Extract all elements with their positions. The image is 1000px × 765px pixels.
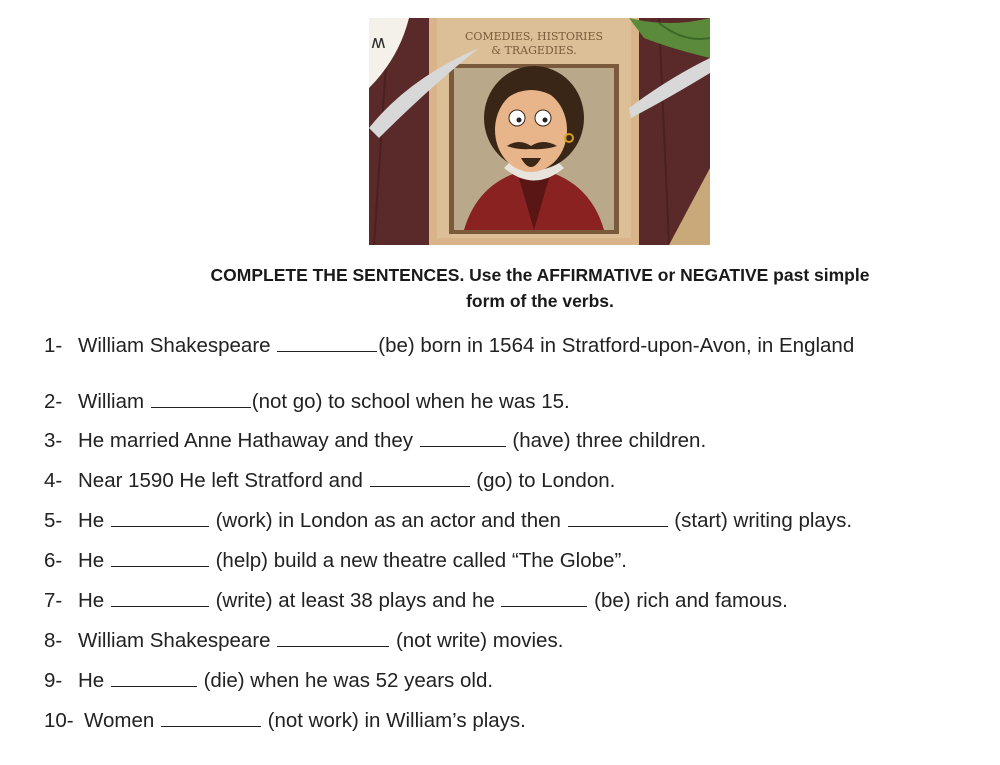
sentence-text: He — [78, 549, 110, 572]
sentence-8 — [44, 629, 563, 653]
sentence-number: 7- — [44, 589, 63, 612]
sentence-text: He married Anne Hathaway and they — [78, 429, 419, 452]
sentence-text: He — [78, 669, 110, 692]
illustration-svg — [369, 18, 710, 245]
sentence-text: (not go) to school when he was 15. — [251, 390, 570, 413]
sentence-6 — [44, 549, 627, 573]
sentence-text: William Shakespeare — [78, 334, 277, 357]
answer-blank[interactable] — [501, 589, 587, 607]
sentence-7 — [44, 589, 788, 613]
sentence-number: 6- — [44, 549, 63, 572]
answer-blank[interactable] — [111, 549, 209, 567]
answer-blank[interactable] — [111, 589, 209, 607]
sentence-text: William — [78, 390, 150, 413]
sentence-10 — [44, 709, 526, 733]
sentence-text: (die) when he was 52 years old. — [197, 669, 494, 692]
answer-blank[interactable] — [151, 390, 251, 408]
answer-blank[interactable] — [111, 669, 197, 687]
sentence-1 — [44, 334, 854, 358]
sentence-text: (work) in London as an actor and then — [209, 509, 567, 532]
answer-blank[interactable] — [420, 429, 506, 447]
sentence-text: (not work) in William’s plays. — [261, 709, 526, 732]
answer-blank[interactable] — [277, 629, 389, 647]
sentence-text: William Shakespeare — [78, 629, 277, 652]
instructions-line1: COMPLETE THE SENTENCES. Use the AFFIRMATIVE or NEGATIVE past simple — [210, 265, 870, 285]
sentence-text: (have) three children. — [506, 429, 707, 452]
sentence-5 — [44, 509, 852, 533]
sentence-text: (not write) movies. — [390, 629, 564, 652]
answer-blank[interactable] — [370, 469, 470, 487]
sentence-text: (help) build a new theatre called “The Globe”. — [209, 549, 627, 572]
svg-text:ʍ: ʍ — [371, 32, 386, 53]
answer-blank[interactable] — [111, 509, 209, 527]
sentence-text: (start) writing plays. — [668, 509, 853, 532]
instructions — [100, 262, 980, 314]
shakespeare-illustration — [369, 18, 710, 245]
sentence-3 — [44, 429, 706, 453]
instructions-line2: form of the verbs. — [466, 291, 614, 311]
answer-blank[interactable] — [568, 509, 668, 527]
sentence-text: Women — [84, 709, 160, 732]
sentence-text: (be) rich and famous. — [588, 589, 788, 612]
sentence-9 — [44, 669, 493, 693]
book-title-line2: & TRAGEDIES. — [491, 44, 577, 57]
sentence-number: 9- — [44, 669, 63, 692]
sentence-text: (write) at least 38 plays and he — [209, 589, 501, 612]
sentence-number: 4- — [44, 469, 63, 492]
sentence-number: 2- — [44, 390, 63, 413]
sentence-text: Near 1590 He left Stratford and — [78, 469, 369, 492]
sentence-number: 10- — [44, 709, 74, 732]
sentence-number: 1- — [44, 334, 63, 357]
sentence-text: He — [78, 509, 110, 532]
sentence-number: 5- — [44, 509, 63, 532]
answer-blank[interactable] — [161, 709, 261, 727]
sentence-text: (go) to London. — [470, 469, 616, 492]
sentence-2 — [44, 390, 570, 414]
sentence-number: 3- — [44, 429, 63, 452]
sentence-4 — [44, 469, 615, 493]
answer-blank[interactable] — [277, 334, 377, 352]
sentence-number: 8- — [44, 629, 63, 652]
book-title-line1: COMEDIES, HISTORIES — [464, 30, 604, 43]
sentence-text: (be) born in 1564 in Stratford-upon-Avon, in England — [378, 334, 855, 357]
sentence-text: He — [78, 589, 110, 612]
